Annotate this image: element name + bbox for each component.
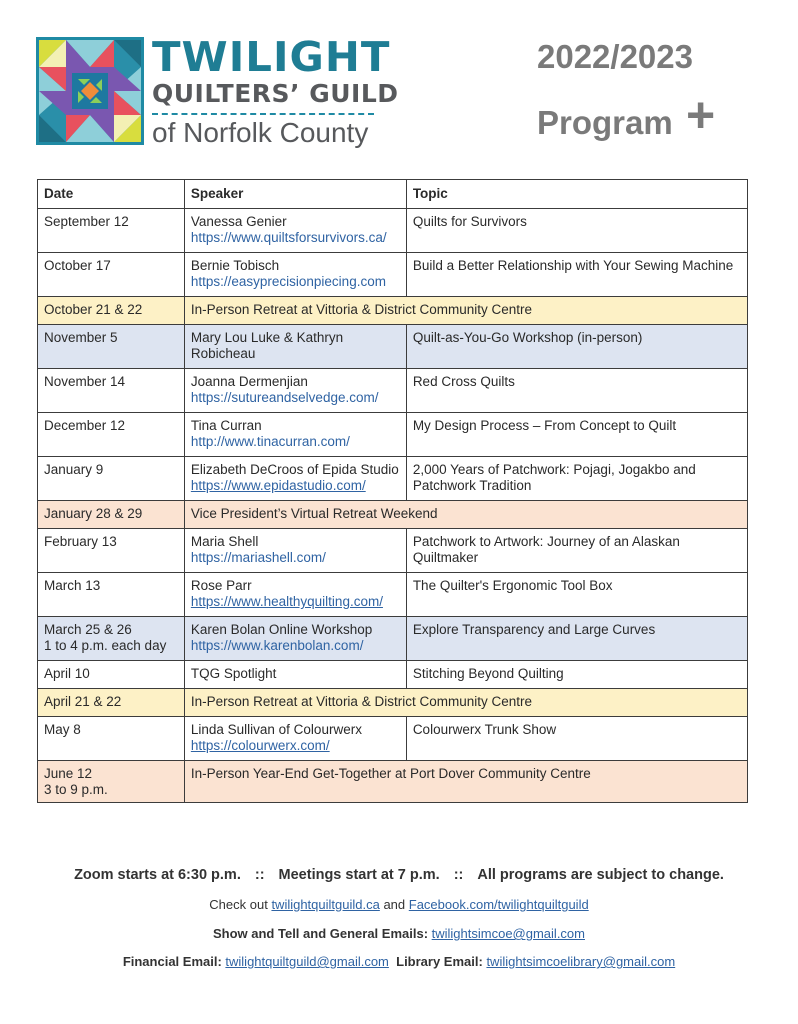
logo-divider bbox=[152, 113, 374, 115]
topic-cell: Patchwork to Artwork: Journey of an Alaskan Quiltmaker bbox=[406, 529, 747, 573]
library-email-link[interactable]: twilightsimcoelibrary@gmail.com bbox=[486, 954, 676, 969]
table-row bbox=[38, 369, 748, 413]
speaker-cell bbox=[184, 573, 406, 617]
topic-cell: Quilt-as-You-Go Workshop (in-person) bbox=[406, 325, 747, 369]
table-row bbox=[38, 413, 748, 457]
table-row bbox=[38, 529, 748, 573]
table-row bbox=[38, 661, 748, 689]
table-row-event bbox=[38, 501, 748, 529]
speaker-cell bbox=[184, 413, 406, 457]
date-cell: January 28 & 29 bbox=[38, 501, 185, 529]
program-heading: Program bbox=[537, 104, 673, 141]
date-cell: January 9 bbox=[38, 457, 185, 501]
speaker-cell bbox=[184, 617, 406, 661]
zoom-start-text: Zoom starts at 6:30 p.m. bbox=[74, 867, 241, 883]
speaker-cell: Mary Lou Luke & Kathryn Robicheau bbox=[184, 325, 406, 369]
speaker-name: Linda Sullivan of Colourwerx bbox=[190, 722, 362, 737]
check-out-text: Check out bbox=[209, 897, 272, 912]
date-cell bbox=[38, 413, 185, 457]
topic-cell: Build a Better Relationship with Your Sewing Machine bbox=[406, 253, 747, 297]
topic-cell: Colourwerx Trunk Show bbox=[406, 717, 747, 761]
meeting-times-note bbox=[0, 867, 798, 883]
table-row-event bbox=[38, 689, 748, 717]
date-cell: November 14 bbox=[38, 369, 185, 413]
event-cell: In-Person Year-End Get-Together at Port Dover Community Centre bbox=[184, 761, 747, 803]
general-email-line bbox=[0, 926, 798, 941]
date-cell: April 21 & 22 bbox=[38, 689, 185, 717]
date-cell: May 8 bbox=[38, 717, 185, 761]
separator: :: bbox=[453, 867, 464, 883]
speaker-name: Bernie Tobisch bbox=[190, 258, 280, 273]
and-text: and bbox=[379, 897, 409, 912]
logo-title: TWILIGHT bbox=[152, 33, 391, 81]
program-year: 2022/2023 bbox=[537, 38, 693, 75]
speaker-link[interactable]: https://colourwerx.com/ bbox=[190, 738, 330, 753]
table-row bbox=[38, 209, 748, 253]
column-header-date: Date bbox=[38, 180, 185, 209]
table-header-row bbox=[38, 180, 748, 209]
library-email-label: Library Email: bbox=[396, 954, 487, 969]
speaker-link[interactable]: https://www.healthyquilting.com/ bbox=[190, 594, 383, 609]
date-cell: March 13 bbox=[38, 573, 185, 617]
logo-wordmark bbox=[152, 33, 399, 149]
website-links bbox=[0, 897, 798, 912]
speaker-name: Rose Parr bbox=[190, 578, 252, 593]
logo-location: of Norfolk County bbox=[152, 117, 369, 148]
speaker-name: Elizabeth DeCroos of Epida Studio bbox=[190, 462, 399, 477]
time-text: 1 to 4 p.m. each day bbox=[44, 638, 167, 653]
date-text: March 25 & 26 bbox=[44, 622, 132, 637]
table-row bbox=[38, 573, 748, 617]
speaker-link[interactable]: http://www.tinacurran.com/ bbox=[190, 434, 350, 449]
speaker-cell bbox=[184, 209, 406, 253]
column-header-topic: Topic bbox=[406, 180, 747, 209]
meeting-start-text: Meetings start at 7 p.m. bbox=[278, 867, 440, 883]
program-schedule-table bbox=[37, 179, 748, 803]
date-cell: November 5 bbox=[38, 325, 185, 369]
general-email-label: Show and Tell and General Emails: bbox=[212, 926, 432, 941]
speaker-link[interactable]: https://sutureandselvedge.com/ bbox=[190, 390, 379, 405]
financial-email-link[interactable]: twilightquiltguild@gmail.com bbox=[225, 954, 389, 969]
quilt-block-logo-icon bbox=[36, 37, 144, 145]
website-link[interactable]: twilightquiltguild.ca bbox=[271, 897, 380, 912]
speaker-cell bbox=[184, 253, 406, 297]
speaker-cell: TQG Spotlight bbox=[184, 661, 406, 689]
speaker-name: Tina Curran bbox=[190, 418, 262, 433]
speaker-link[interactable]: https://mariashell.com/ bbox=[190, 550, 326, 565]
subject-to-change-text: All programs are subject to change. bbox=[477, 867, 724, 883]
speaker-name: Vanessa Genier bbox=[190, 214, 287, 229]
topic-cell: 2,000 Years of Patchwork: Pojagi, Jogakbo and Patchwork Tradition bbox=[406, 457, 747, 501]
date-text: June 12 bbox=[44, 766, 93, 781]
speaker-link[interactable]: https://www.karenbolan.com/ bbox=[190, 638, 364, 653]
topic-cell: Stitching Beyond Quilting bbox=[406, 661, 747, 689]
table-row bbox=[38, 617, 748, 661]
speaker-cell bbox=[184, 457, 406, 501]
speaker-cell bbox=[184, 529, 406, 573]
table-row bbox=[38, 325, 748, 369]
facebook-link[interactable]: Facebook.com/twilightquiltguild bbox=[408, 897, 589, 912]
date-text: December 12 bbox=[44, 418, 126, 433]
event-cell: In-Person Retreat at Vittoria & District Community Centre bbox=[184, 297, 747, 325]
date-cell bbox=[38, 617, 185, 661]
table-row bbox=[38, 253, 748, 297]
separator: :: bbox=[254, 867, 265, 883]
date-cell: April 10 bbox=[38, 661, 185, 689]
speaker-cell bbox=[184, 717, 406, 761]
speaker-link[interactable]: https://easyprecisionpiecing.com bbox=[190, 274, 386, 289]
speaker-cell bbox=[184, 369, 406, 413]
time-text: 3 to 9 p.m. bbox=[44, 782, 108, 797]
date-cell: October 21 & 22 bbox=[38, 297, 185, 325]
event-cell: Vice President’s Virtual Retreat Weekend bbox=[184, 501, 747, 529]
speaker-name: Karen Bolan Online Workshop bbox=[190, 622, 373, 637]
column-header-speaker: Speaker bbox=[184, 180, 406, 209]
table-row bbox=[38, 717, 748, 761]
table-row-event bbox=[38, 761, 748, 803]
topic-cell: The Quilter's Ergonomic Tool Box bbox=[406, 573, 747, 617]
date-cell bbox=[38, 761, 185, 803]
plus-icon: + bbox=[686, 87, 716, 143]
table-row bbox=[38, 457, 748, 501]
date-cell: September 12 bbox=[38, 209, 185, 253]
speaker-name: Maria Shell bbox=[190, 534, 259, 549]
financial-library-email-line bbox=[0, 954, 798, 969]
date-cell: February 13 bbox=[38, 529, 185, 573]
topic-cell: Quilts for Survivors bbox=[406, 209, 747, 253]
speaker-link[interactable]: https://www.quiltsforsurvivors.ca/ bbox=[190, 230, 387, 245]
speaker-name: Joanna Dermenjian bbox=[190, 374, 308, 389]
topic-cell: My Design Process – From Concept to Quilt bbox=[406, 413, 747, 457]
topic-cell: Red Cross Quilts bbox=[406, 369, 747, 413]
table-row-event bbox=[38, 297, 748, 325]
event-cell: In-Person Retreat at Vittoria & District Community Centre bbox=[184, 689, 747, 717]
logo-subtitle: QUILTERS’ GUILD bbox=[152, 79, 399, 108]
speaker-link[interactable]: https://www.epidastudio.com/ bbox=[190, 478, 366, 493]
financial-email-label: Financial Email: bbox=[122, 954, 226, 969]
general-email-link[interactable]: twilightsimcoe@gmail.com bbox=[431, 926, 585, 941]
date-cell: October 17 bbox=[38, 253, 185, 297]
topic-cell: Explore Transparency and Large Curves bbox=[406, 617, 747, 661]
